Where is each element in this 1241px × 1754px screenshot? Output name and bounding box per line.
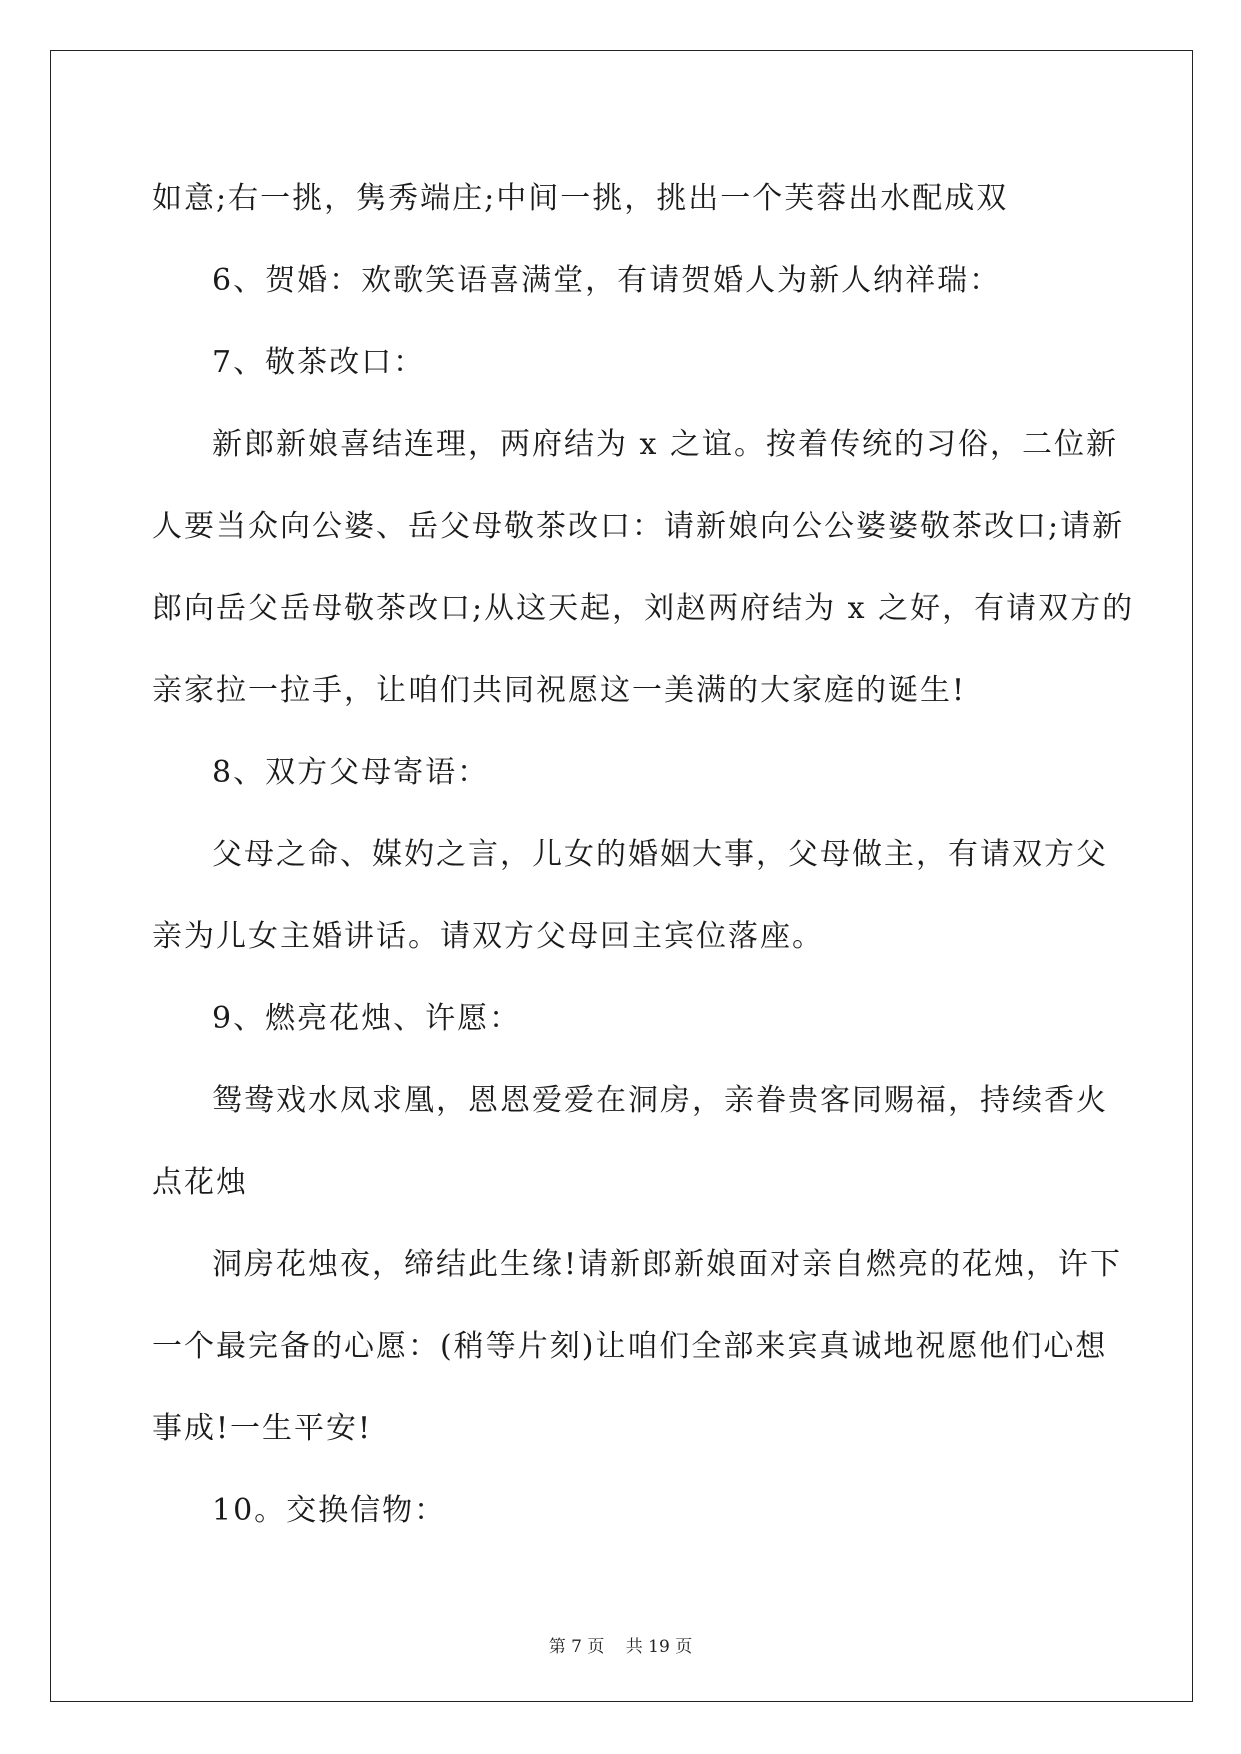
text-line: 亲家拉一拉手，让咱们共同祝愿这一美满的大家庭的诞生! — [152, 673, 967, 708]
text-line: 人要当众向公婆、岳父母敬茶改口：请新娘向公公婆婆敬茶改口;请新 — [152, 509, 1125, 544]
text-line: 亲为儿女主婚讲话。请双方父母回主宾位落座。 — [152, 919, 824, 954]
page-footer — [0, 1632, 1241, 1657]
text-line: 6、贺婚：欢歌笑语喜满堂，有请贺婚人为新人纳祥瑞： — [212, 263, 1002, 298]
section-heading: 7、敬茶改口： — [212, 345, 426, 380]
text-line: 鸳鸯戏水凤求凰，恩恩爱爱在洞房，亲眷贵客同赐福，持续香火 — [212, 1083, 1108, 1118]
page-total: 共 19 页 — [625, 1637, 693, 1657]
document-body — [152, 158, 1135, 1552]
text-line: 事成!一生平安! — [152, 1411, 373, 1446]
section-heading: 10。交换信物： — [212, 1493, 447, 1528]
text-line: 父母之命、媒妁之言，儿女的婚姻大事，父母做主，有请双方父 — [212, 837, 1108, 872]
text-line: 如意;右一挑，隽秀端庄;中间一挑，挑出一个芙蓉出水配成双 — [152, 181, 1009, 216]
text-line: 洞房花烛夜，缔结此生缘!请新郎新娘面对亲自燃亮的花烛，许下 — [212, 1247, 1123, 1282]
text-line: 郎向岳父岳母敬茶改口;从这天起，刘赵两府结为 x 之好，有请双方的 — [152, 591, 1135, 626]
text-line: 新郎新娘喜结连理，两府结为 x 之谊。按着传统的习俗，二位新 — [212, 427, 1118, 462]
text-line: 一个最完备的心愿：(稍等片刻)让咱们全部来宾真诚地祝愿他们心想 — [152, 1329, 1108, 1364]
text-line: 点花烛 — [152, 1165, 248, 1200]
page-number: 第 7 页 — [548, 1637, 605, 1657]
section-heading: 9、燃亮花烛、许愿： — [212, 1001, 522, 1036]
section-heading: 8、双方父母寄语： — [212, 755, 490, 790]
